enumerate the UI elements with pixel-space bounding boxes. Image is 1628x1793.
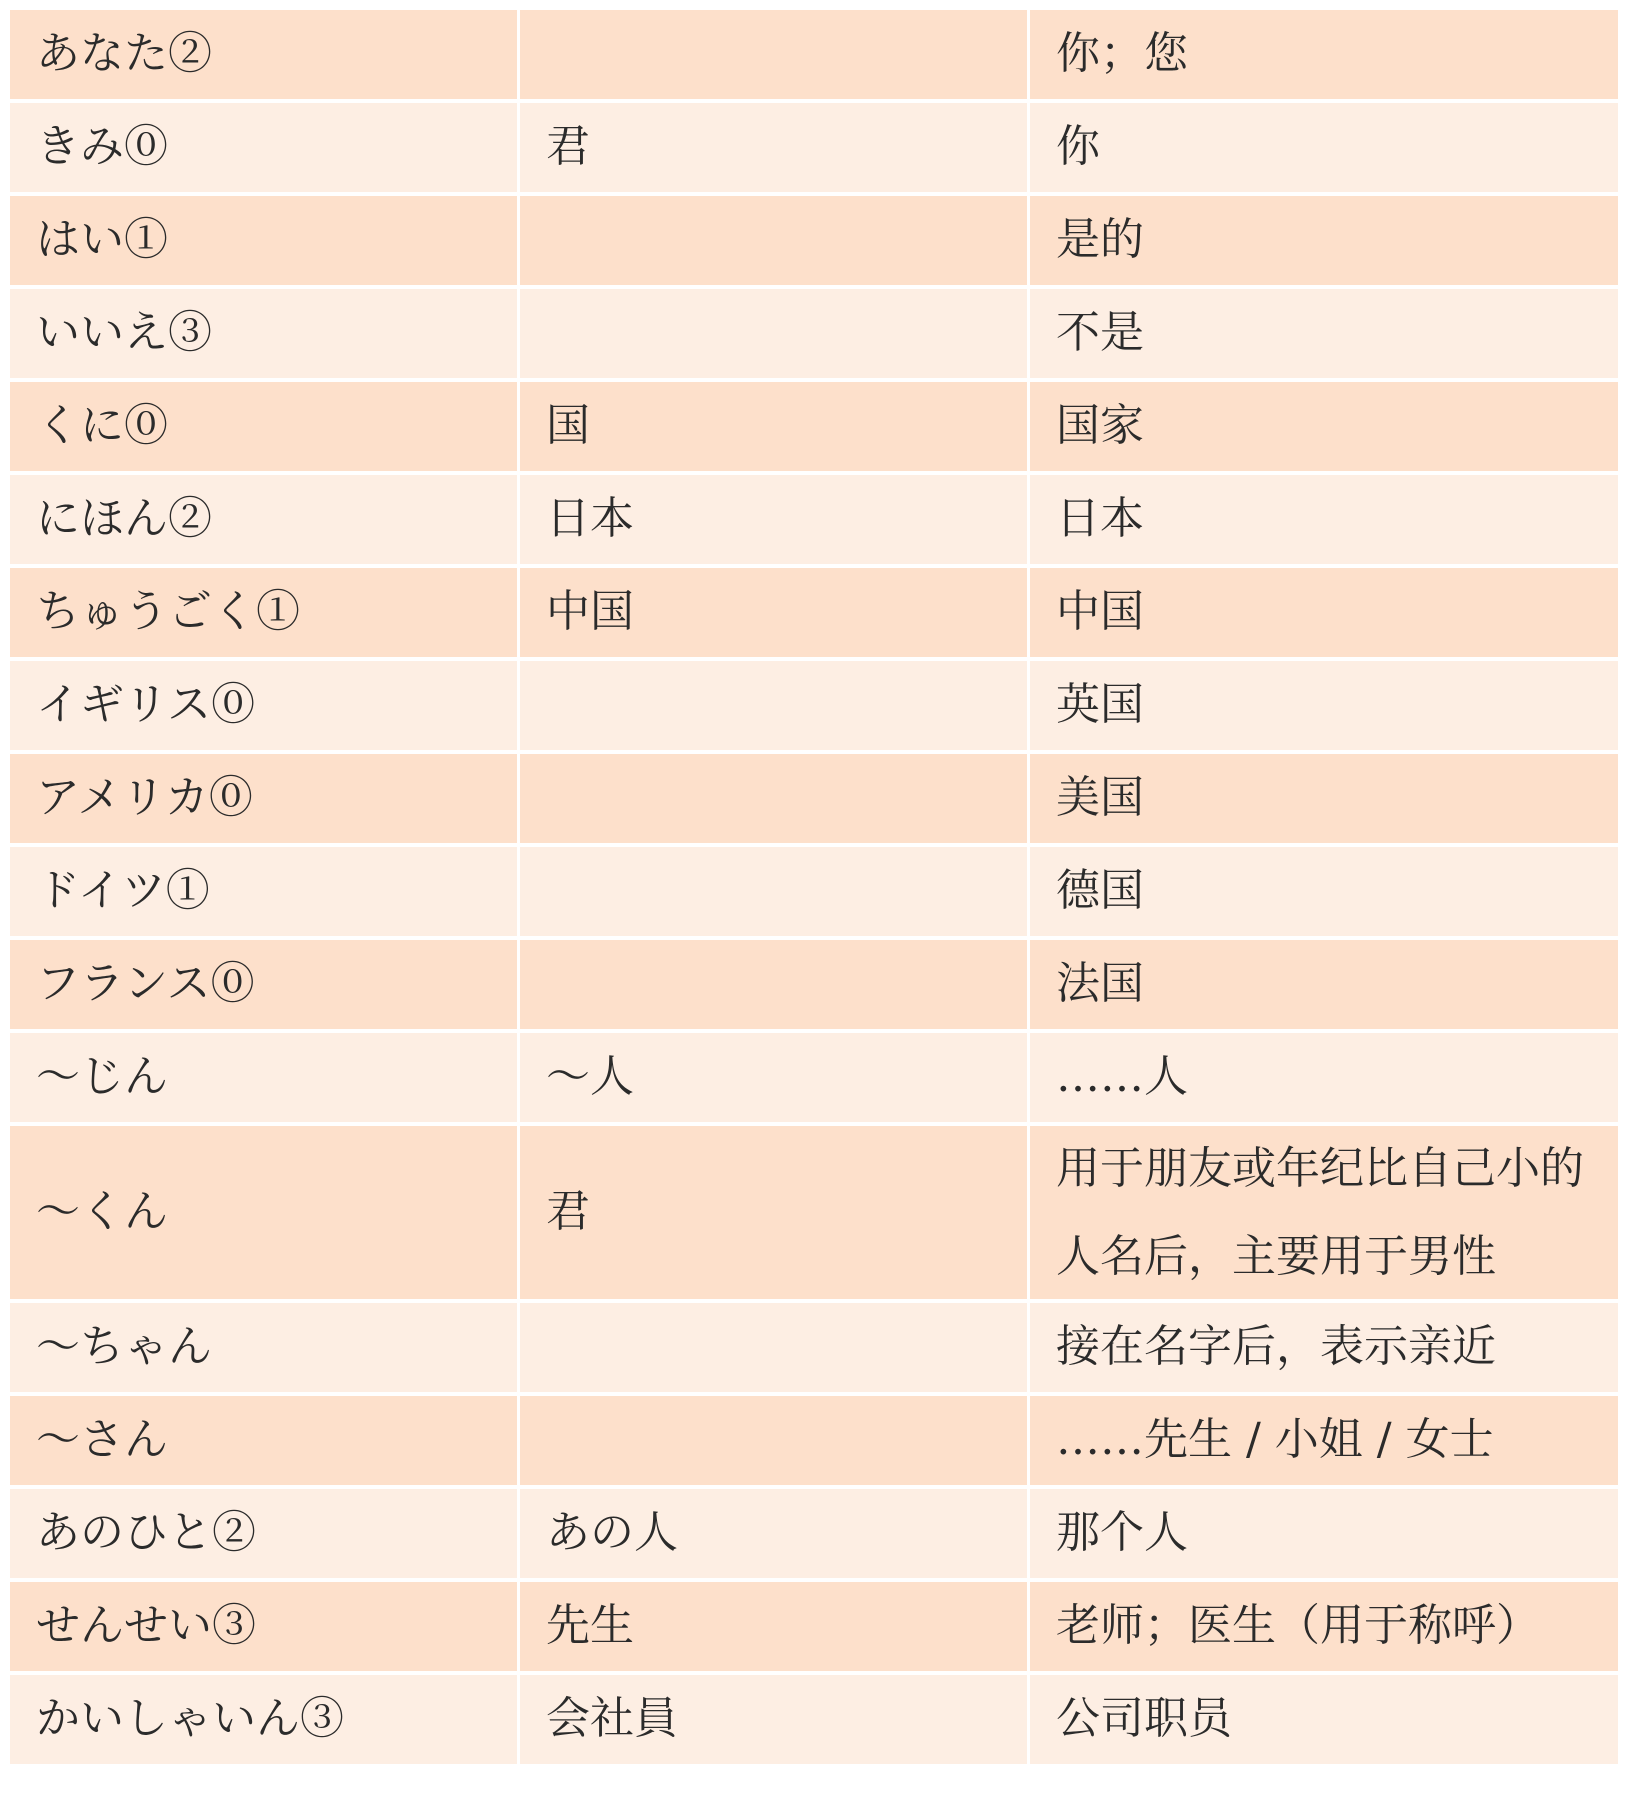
kana-cell: ドイツ① (10, 847, 520, 940)
kana-cell: ～ちゃん (10, 1303, 520, 1396)
kana-cell: フランス⓪ (10, 940, 520, 1033)
kana-cell: ～くん (10, 1126, 520, 1303)
meaning-cell: 那个人 (1030, 1489, 1618, 1582)
kanji-cell: 国 (520, 382, 1030, 475)
kana-cell: イギリス⓪ (10, 661, 520, 754)
kana-cell: きみ⓪ (10, 103, 520, 196)
kana-cell: アメリカ⓪ (10, 754, 520, 847)
kanji-cell: あの人 (520, 1489, 1030, 1582)
meaning-cell: 你；您 (1030, 10, 1618, 103)
meaning-cell: 中国 (1030, 568, 1618, 661)
kanji-cell: 君 (520, 103, 1030, 196)
kanji-cell: 日本 (520, 475, 1030, 568)
kana-cell: ～じん (10, 1033, 520, 1126)
kanji-cell (520, 289, 1030, 382)
meaning-cell: ……人 (1030, 1033, 1618, 1126)
kanji-cell (520, 754, 1030, 847)
kana-cell: ちゅうごく① (10, 568, 520, 661)
kanji-cell (520, 847, 1030, 940)
kanji-cell (520, 1396, 1030, 1489)
kanji-cell: 先生 (520, 1582, 1030, 1675)
meaning-cell: 国家 (1030, 382, 1618, 475)
meaning-cell: 你 (1030, 103, 1618, 196)
kanji-cell (520, 1303, 1030, 1396)
kana-cell: はい① (10, 196, 520, 289)
vocabulary-table (10, 10, 1618, 1768)
meaning-cell: 法国 (1030, 940, 1618, 1033)
meaning-cell: 德国 (1030, 847, 1618, 940)
kana-cell: あのひと② (10, 1489, 520, 1582)
kanji-cell (520, 10, 1030, 103)
meaning-cell: 英国 (1030, 661, 1618, 754)
kanji-cell (520, 940, 1030, 1033)
meaning-cell: 公司职员 (1030, 1675, 1618, 1768)
kana-cell: にほん② (10, 475, 520, 568)
meaning-cell: 接在名字后，表示亲近 (1030, 1303, 1618, 1396)
meaning-cell: 用于朋友或年纪比自己小的人名后，主要用于男性 (1030, 1126, 1618, 1303)
meaning-cell: 不是 (1030, 289, 1618, 382)
kana-cell: あなた② (10, 10, 520, 103)
kana-cell: ～さん (10, 1396, 520, 1489)
kana-cell: いいえ③ (10, 289, 520, 382)
meaning-cell: 是的 (1030, 196, 1618, 289)
meaning-cell: 日本 (1030, 475, 1618, 568)
kanji-cell: ～人 (520, 1033, 1030, 1126)
meaning-cell: 老师；医生（用于称呼） (1030, 1582, 1618, 1675)
kana-cell: かいしゃいん③ (10, 1675, 520, 1768)
meaning-cell: ……先生 / 小姐 / 女士 (1030, 1396, 1618, 1489)
kanji-cell: 君 (520, 1126, 1030, 1303)
kana-cell: くに⓪ (10, 382, 520, 475)
kanji-cell (520, 661, 1030, 754)
kana-cell: せんせい③ (10, 1582, 520, 1675)
kanji-cell: 中国 (520, 568, 1030, 661)
kanji-cell (520, 196, 1030, 289)
kanji-cell: 会社員 (520, 1675, 1030, 1768)
meaning-cell: 美国 (1030, 754, 1618, 847)
